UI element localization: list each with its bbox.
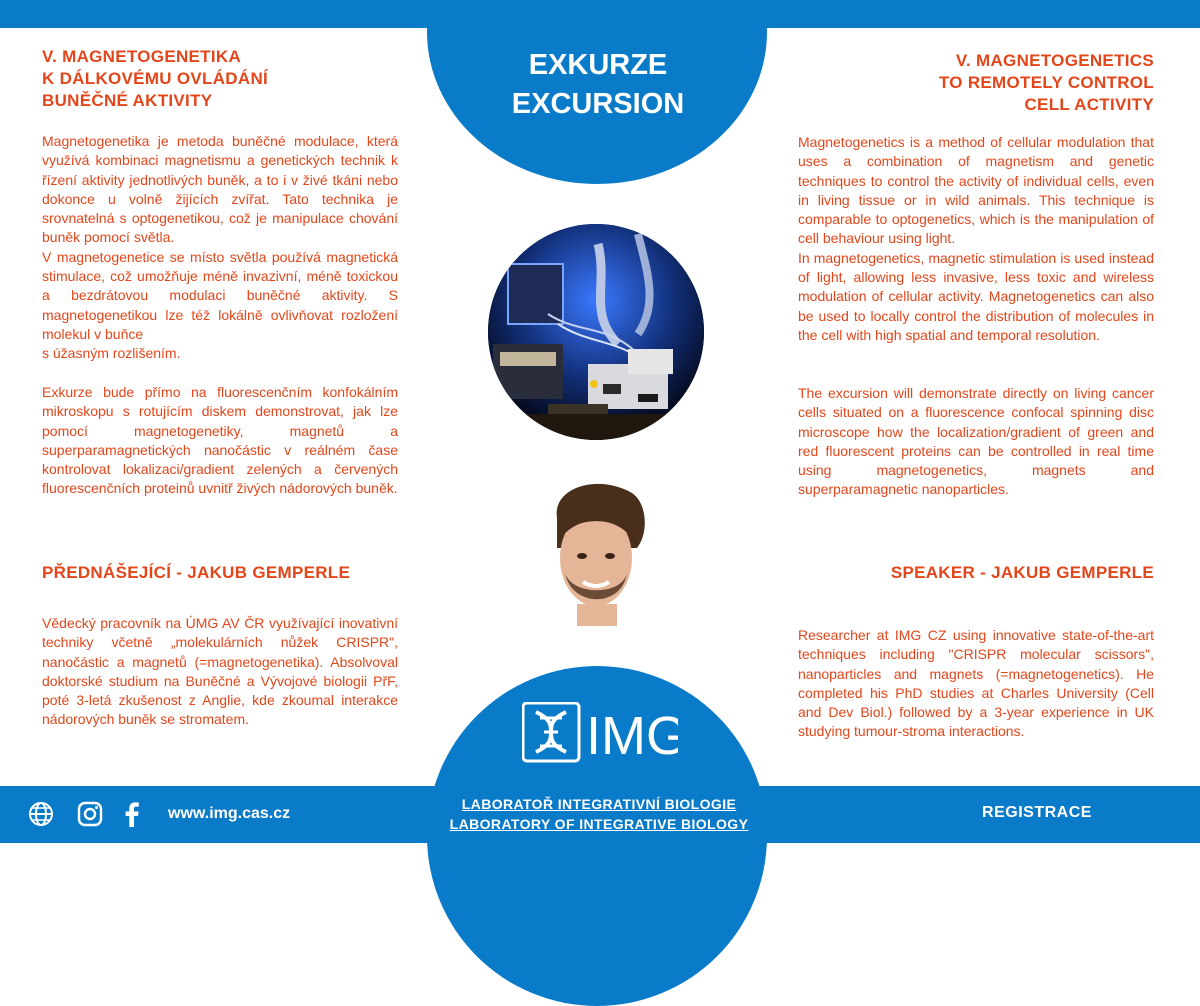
microscope-photo: [488, 224, 704, 440]
page-title: [467, 46, 729, 124]
title-cz: EXKURZE: [528, 49, 668, 81]
right-heading-line: V. MAGNETOGENETICS: [955, 51, 1154, 70]
right-speaker-bio: Researcher at IMG CZ using innovative state-of-the-art techniques including "CRISPR molecular scissors", nanoparticles and magnets (=magnetogenetics). He completed his PhD studies at Charles University (Cell and Dev Biol.) followed by a 3-year experience in UK studying tumour-stroma interactions.: [798, 627, 1154, 740]
left-heading-line: V. MAGNETOGENETIKA: [42, 47, 242, 66]
instagram-icon-graphic: [76, 800, 104, 828]
right-excursion-text: The excursion will demonstrate directly on living cancer cells situated on a fluorescence confocal spinning disc microscope how the localization/gradient of green and red fluorescent proteins can be controlled in real time using magnetogenetics, magnets and superparamagnetic nanoparticles.: [798, 385, 1154, 498]
facebook-icon[interactable]: [118, 800, 146, 828]
globe-icon[interactable]: [27, 800, 55, 828]
left-heading: [42, 46, 402, 112]
speaker-photo: [537, 478, 655, 626]
dna-icon: [523, 703, 579, 761]
globe-icon-graphic: [27, 800, 55, 828]
left-speaker-heading: PŘEDNÁŠEJÍCÍ - JAKUB GEMPERLE: [42, 563, 351, 582]
lab-name-cz[interactable]: LABORATOŘ INTEGRATIVNÍ BIOLOGIE: [461, 796, 737, 812]
microscope-illustration: [488, 224, 704, 440]
facebook-icon-graphic: [118, 800, 146, 828]
website-link[interactable]: www.img.cas.cz: [168, 805, 291, 822]
right-heading-line: CELL ACTIVITY: [1024, 95, 1154, 114]
register-button[interactable]: REGISTRACE: [982, 804, 1092, 821]
left-excursion-text: Exkurze bude přímo na fluorescenčním konfokálním mikroskopu s rotujícím diskem demonstrovat, jak lze pomocí magnetogenetiky, magnetů a superparamagnetických nanočástic v reálném čase kontrolovat lokalizaci/gradient zelených a červených fluorescenčních proteinů uvnitř živých nádorových buněk.: [42, 384, 398, 497]
speaker-portrait: [537, 478, 655, 626]
lab-name-en[interactable]: LABORATORY OF INTEGRATIVE BIOLOGY: [449, 816, 749, 832]
right-intro-text: Magnetogenetics is a method of cellular modulation that uses a combination of magnetism and genetic techniques to control the activity of individual cells, even in living tissue or in wild animals. This technique is comparable to optogenetics, which is the manipulation of cell behaviour using light. In magnetogenetics, magnetic stimulation is used instead of light, allowing less invasive, less toxic and wireless modulation of cellular activity. Magnetogenetics can also be used to locally control the distribution of molecules in the cell with high spatial and temporal resolution.: [798, 134, 1154, 343]
title-en: EXCURSION: [511, 88, 685, 120]
right-speaker-heading: SPEAKER - JAKUB GEMPERLE: [890, 563, 1154, 582]
right-heading: [798, 50, 1154, 116]
left-speaker-bio: Vědecký pracovník na ÚMG AV ČR využívající inovativní techniky včetně „molekulárních nůžek CRISPR", nanočástic a magnetů (=magnetogenetika). Absolvoval doktorské studium na Buněčné a Vývojové biologii PřF, poté 3-letá zkušenost z Anglie, kde zkoumal interakce nádorových buněk se stromatem.: [42, 615, 398, 728]
left-intro-text: Magnetogenetika je metoda buněčné modulace, která využívá kombinaci magnetismu a genetických technik k řízení aktivity jednotlivých buněk, a to i v živé tkáni nebo dokonce u volně žijících zvířat. Tato technika je srovnatelná s optogenetikou, což je manipulace chování buněk pomocí světla. V magnetogenetice se místo světla používá magnetická stimulace, což umožňuje méně invazivní, méně toxickou a bezdrátovou modulaci buněčné aktivity. S magnetogenetikou lze též lokálně ovlivňovat rozložení molekul v buňce s úžasným rozlišením.: [42, 133, 398, 362]
left-heading-line: K DÁLKOVÉMU OVLÁDÁNÍ: [42, 69, 269, 88]
right-heading-line: TO REMOTELY CONTROL: [938, 73, 1154, 92]
img-logo-graphic: [522, 702, 678, 764]
img-logo-text: IMG: [586, 706, 678, 764]
img-logo[interactable]: [522, 702, 678, 764]
lab-name-link[interactable]: [436, 794, 762, 834]
left-heading-line: BUNĚČNÉ AKTIVITY: [42, 91, 213, 110]
instagram-icon[interactable]: [76, 800, 104, 828]
